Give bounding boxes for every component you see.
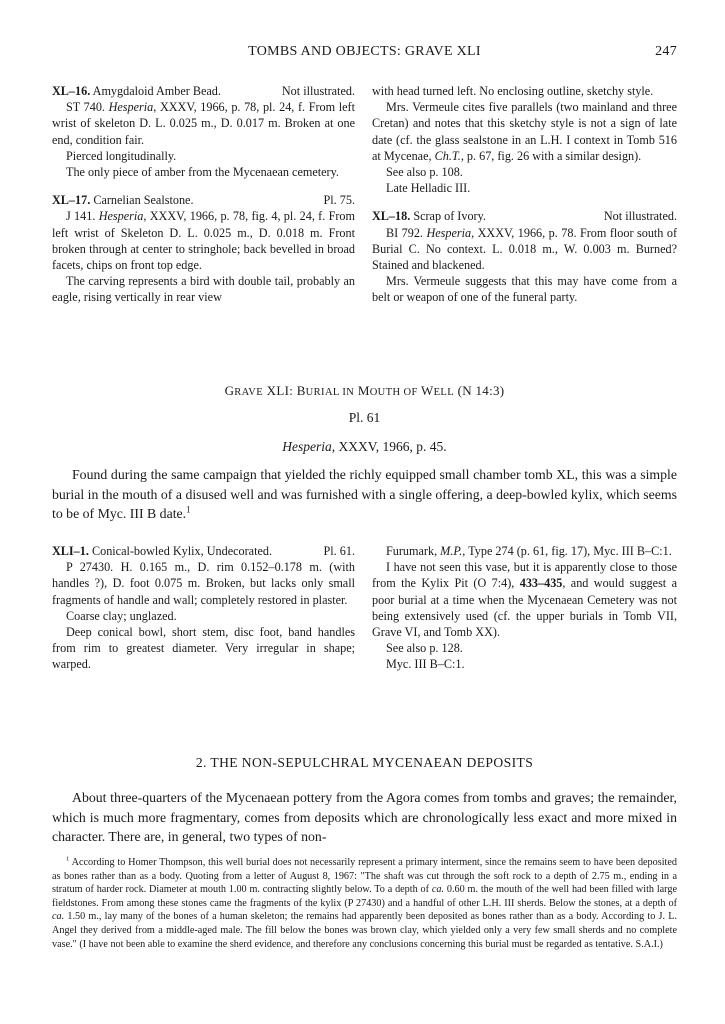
running-title: TOMBS AND OBJECTS: GRAVE XLI (248, 44, 481, 59)
entry-heading (52, 83, 355, 99)
plate-ref: Not illustrated. (603, 209, 677, 224)
entry-title: Amygdaloid Amber Bead. (92, 84, 221, 98)
entry-description: BI 792. Hesperia, XXXV, 1966, p. 78. From floor south of Burial C. No context. L. 0.018 m., W. 0.003 m. Burned? Stained and blackened. (372, 225, 677, 273)
entry-title: Carnelian Sealstone. (93, 193, 194, 208)
entry-note: Mrs. Vermeule suggests that this may have come from a belt or weapon of one of the funeral party. (372, 274, 677, 305)
entry-xl-17 (52, 192, 355, 305)
plate-ref: Not illustrated. (281, 84, 355, 98)
grave-reference: Hesperia, XXXV, 1966, p. 45. (282, 439, 447, 454)
entry-description: P 27430. H. 0.165 m., D. rim 0.152–0.178 m. (with handles ?), D. foot 0.075 m. Broken, but lacks only small fragments of handle and wall; completely restored in plaster. (52, 560, 355, 607)
plate-ref: Pl. 61. (323, 544, 355, 558)
entry-note: Mrs. Vermeule cites five parallels (two mainland and three Cretan) and notes that this sketchy style is not a sign of late date (cf. the glass sealstone in an L.H. I context in Tomb 516 at Mycenae, Ch.T., p. 67, fig. 26 with a similar design). (372, 100, 677, 163)
entry-heading (372, 208, 677, 224)
entry-description: ST 740. Hesperia, XXXV, 1966, p. 78, pl. 24, f. From left wrist of skeleton D. L. 0.025 m., D. 0.017 m. Broken at one end, condition fair. (52, 100, 355, 147)
entry-discussion: I have not seen this vase, but it is apparently close to those from the Kylix Pit (O 7:4), 433–435, and would suggest a poor burial at a time when the Mycenaean Cemetery was not being extensively used (cf. the upper burials in Tomb VII, Grave VI, and Tomb XX). (372, 560, 677, 640)
date-note: Myc. III B–C:1. (386, 657, 465, 672)
entry-continuation: with head turned left. No enclosing outline, sketchy style. (372, 84, 654, 98)
footnote-number: 1 (66, 855, 70, 863)
entry-shape: Deep conical bowl, short stem, disc foot, band handles from rim to greatest diameter. Very irregular in shape; warped. (52, 625, 355, 672)
section-body: About three-quarters of the Mycenaean pottery from the Agora comes from tombs and graves; the remainder, which is much more fragmentary, comes from deposits which are chronologically less exact and more mixed in character. There are, in general, two types of non- (52, 790, 677, 844)
right-column-top (372, 83, 677, 306)
entry-heading (52, 192, 355, 208)
entry-xli-1-discussion (372, 543, 677, 673)
footnote: $^1$ According to Homer Thompson, this well burial does not necessarily represent a primary interment, since the remains seem to have been deposited as bones rather than as a body. Quoting from a letter of August 8, 1967: "The shaft was cut through the soft rock to a depth of 2.75 m., ending in a stratum of harder rock. Diameter at mouth 1.00 m. contracting slightly below. To a depth of ca. 0.60 m. the mouth of the well had been filled with large fieldstones. From among these stones came the fragments of the kylix (P 27430) and a handful of other L.H. III sherds. Below the stones, at a depth of ca. 1.50 m., lay many of the bones of a human skeleton; the remains had apparently been deposited as bones rather than as a body. According to J. L. Angel they derived from a middle-aged male. The fill below the bones was brown clay, which yielded only a very few small sherds and no complete vase." (I have not been able to examine the sherd evidence, and therefore any conclusions concerning this burial must be regarded as tentative. S.A.I.) (52, 855, 678, 950)
plate-ref: Pl. 75. (323, 193, 355, 208)
grave-heading: GRAVE XLI: BURIAL IN MOUTH OF WELL (N 14:3) (224, 383, 505, 398)
entry-fabric: Coarse clay; unglazed. (66, 608, 177, 623)
entry-note: Pierced longitudinally. (66, 148, 177, 163)
entry-description: J 141. Hesperia, XXXV, 1966, p. 78, fig. 4, pl. 24, f. From left wrist of Skeleton D. L. 0.025 m., D. 0.018 m. Front broken through at center to stringhole; back bevelled in broad facets, chips on front top edge. (52, 209, 356, 273)
grave-intro: Found during the same campaign that yielded the richly equipped small chamber tomb XL, this was a simple burial in the mouth of a disused well and was furnished with a single offering, a deep-bowled kylix, which seems to be of Myc. III B date.$^1$ (52, 467, 677, 521)
left-column-top (52, 83, 355, 306)
grave-plate: Pl. 61 (348, 410, 381, 425)
entry-id: XL–16. (52, 84, 91, 98)
see-also: See also p. 128. (386, 641, 463, 656)
entry-xli-1 (52, 543, 355, 673)
entry-title: Conical-bowled Kylix, Undecorated. (91, 544, 273, 558)
entry-xl-18 (372, 208, 677, 305)
entry-note: The only piece of amber from the Mycenaean cemetery. (66, 165, 339, 180)
entry-id: XL–18. (372, 209, 411, 224)
footnote-marker: 1 (186, 504, 191, 515)
entry-id: XL–17. (52, 193, 91, 208)
entry-typology: Furumark, M.P., Type 274 (p. 61, fig. 17), Myc. III B–C:1. (386, 544, 672, 558)
entry-heading (52, 543, 355, 559)
entry-note: The carving represents a bird with double tail, probably an eagle, rising vertically in rear view (52, 274, 355, 305)
entry-id: XLI–1. (52, 544, 89, 558)
see-also: See also p. 108. (386, 165, 463, 180)
page-number: 247 (655, 44, 677, 59)
section-title: 2. THE NON-SEPULCHRAL MYCENAEAN DEPOSITS (195, 755, 534, 770)
entry-xl-16 (52, 83, 355, 180)
entry-title: Scrap of Ivory. (413, 209, 486, 224)
date-note: Late Helladic III. (386, 181, 471, 196)
